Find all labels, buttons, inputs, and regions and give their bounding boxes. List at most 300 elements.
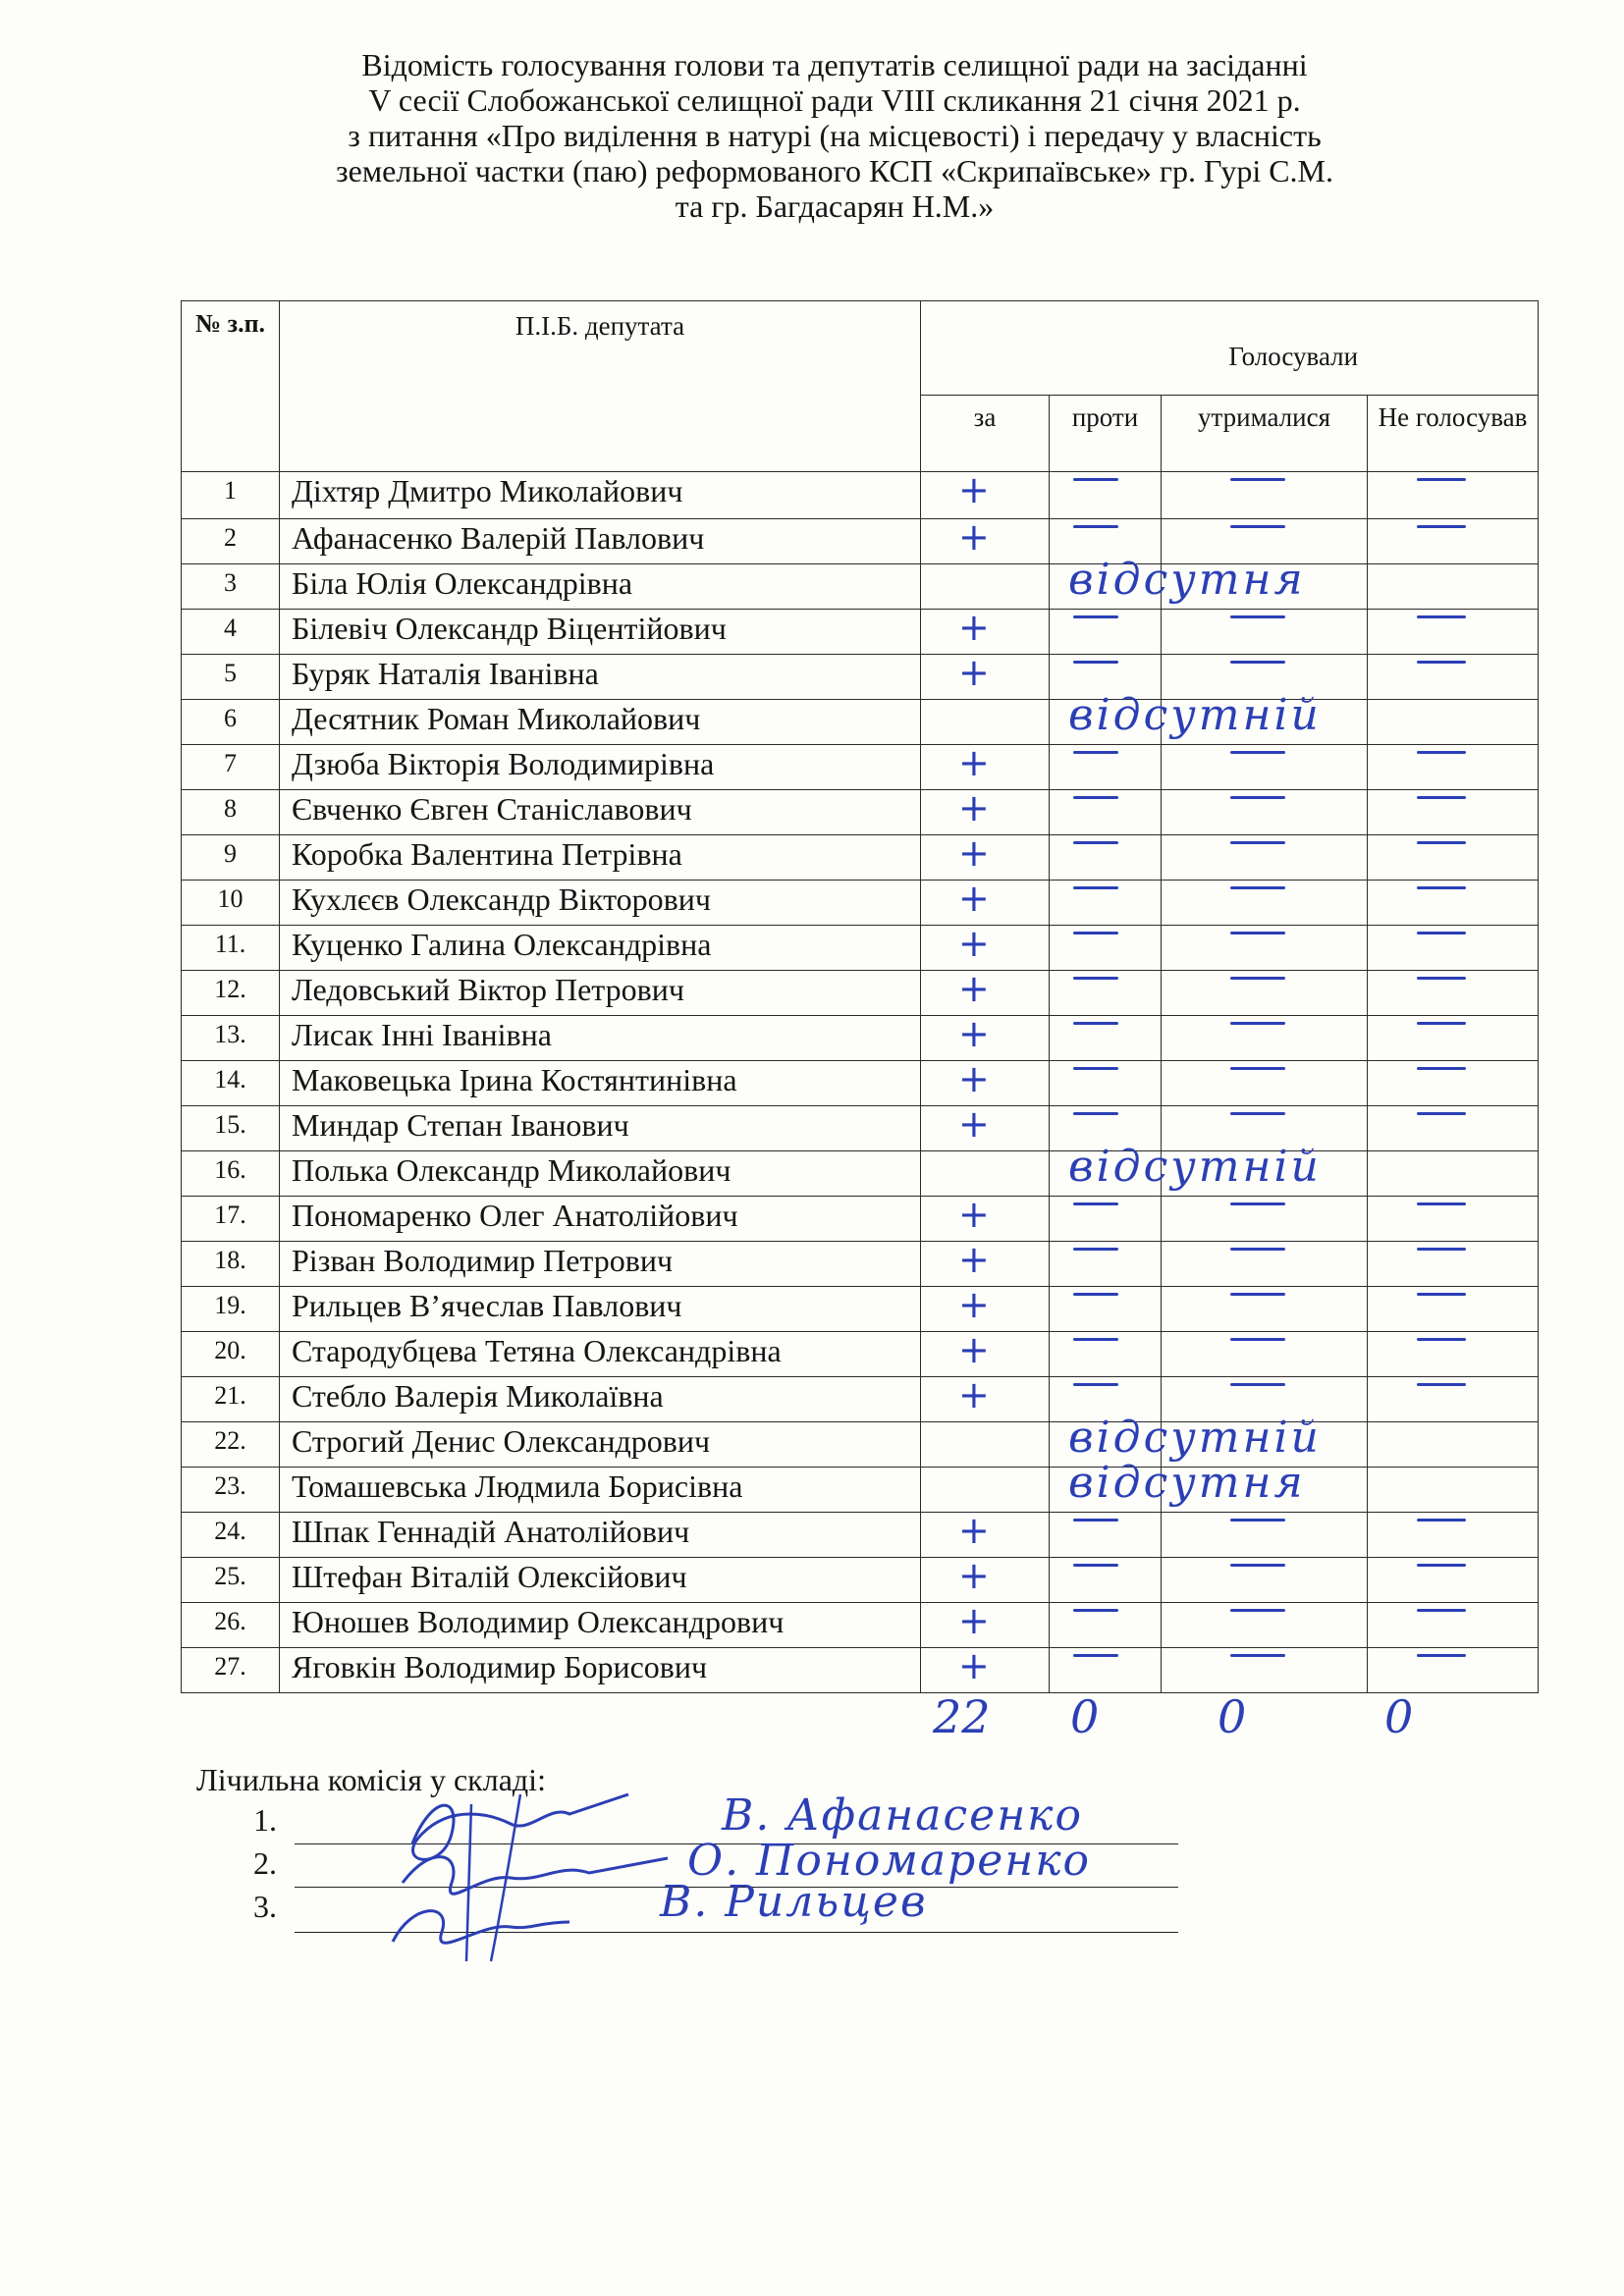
vote-abstained-cell: [1162, 1016, 1368, 1061]
header-against: проти: [1050, 396, 1162, 472]
commission-number-2: 2.: [253, 1845, 277, 1881]
row-number: 12.: [182, 971, 280, 1016]
vote-not-voted-cell: [1368, 610, 1539, 655]
vote-for-cell: [921, 1242, 1050, 1287]
commission-member-3: В. Рильцев: [660, 1877, 928, 1927]
vote-for-mark: +: [958, 1196, 990, 1236]
header-voted: Голосували: [1050, 301, 1539, 396]
dash-mark: [1230, 1112, 1285, 1115]
title-line-5: та гр. Багдасарян Н.М.»: [675, 188, 995, 224]
vote-against-cell: [1050, 1197, 1162, 1242]
vote-not-voted-cell: [1368, 1197, 1539, 1242]
vote-for-mark: +: [958, 609, 990, 649]
vote-abstained-cell: [1162, 1287, 1368, 1332]
vote-for-cell: [921, 1061, 1050, 1106]
vote-against-cell: [1050, 835, 1162, 881]
dash-mark: [1073, 1248, 1118, 1251]
dash-mark: [1417, 751, 1466, 754]
vote-for-mark: +: [958, 789, 990, 829]
vote-for-cell: [921, 926, 1050, 971]
vote-against-cell: [1050, 1603, 1162, 1648]
table-row: [182, 881, 1539, 926]
commission-member-1: В. Афанасенко: [722, 1790, 1083, 1841]
vote-for-cell: [921, 1197, 1050, 1242]
dash-mark: [1073, 615, 1118, 618]
table-row: [182, 1287, 1539, 1332]
header-not-voted: Не голосував: [1368, 396, 1539, 472]
dash-mark: [1073, 1564, 1118, 1567]
dash-mark: [1230, 1248, 1285, 1251]
vote-against-cell: [1050, 700, 1162, 745]
vote-for-cell: [921, 555, 1306, 610]
vote-against-cell: [1050, 745, 1162, 790]
vote-abstained-cell: [1162, 1468, 1368, 1513]
dash-mark: [1230, 661, 1285, 664]
dash-mark: [1417, 525, 1466, 528]
deputy-name: Білевіч Олександр Віцентійович: [280, 610, 921, 655]
vote-against-cell: [1050, 1151, 1162, 1197]
table-row: [182, 1332, 1539, 1377]
vote-against-cell: [1050, 971, 1162, 1016]
absent-note: відсутня: [1068, 1458, 1306, 1508]
dash-mark: [1417, 661, 1466, 664]
row-number: 24.: [182, 1513, 280, 1558]
vote-not-voted-cell: [1368, 1377, 1539, 1422]
vote-not-voted-cell: [1368, 655, 1539, 700]
vote-for-cell: [921, 835, 1050, 881]
header-name: П.І.Б. депутата: [280, 301, 921, 472]
vote-abstained-cell: [1162, 926, 1368, 971]
deputy-name: Миндар Степан Іванович: [280, 1106, 921, 1151]
vote-not-voted-cell: [1368, 745, 1539, 790]
dash-mark: [1230, 1293, 1285, 1296]
vote-not-voted-cell: [1368, 564, 1539, 610]
signature-scribbles: [373, 1775, 707, 1971]
table-row: [182, 790, 1539, 835]
vote-for-mark: +: [958, 1512, 990, 1552]
vote-abstained-cell: [1162, 971, 1368, 1016]
vote-for-mark: +: [958, 1602, 990, 1642]
title-line-1: Відомість голосування голови та депутатів селищної ради на засіданні: [361, 47, 1308, 82]
deputy-name: Штефан Віталій Олексійович: [280, 1558, 921, 1603]
vote-against-cell: [1050, 790, 1162, 835]
row-number: 13.: [182, 1016, 280, 1061]
vote-for-mark: +: [958, 1105, 990, 1146]
row-number: 4: [182, 610, 280, 655]
row-number: 10: [182, 881, 280, 926]
vote-abstained-cell: [1162, 1242, 1368, 1287]
dash-mark: [1230, 1067, 1285, 1070]
row-number: 5: [182, 655, 280, 700]
dash-mark: [1073, 1338, 1118, 1341]
vote-not-voted-cell: [1368, 1648, 1539, 1693]
dash-mark: [1417, 977, 1466, 980]
vote-for-cell: [921, 1648, 1050, 1693]
vote-for-cell: [921, 1016, 1050, 1061]
dash-mark: [1073, 1383, 1118, 1386]
dash-mark: [1073, 1022, 1118, 1025]
vote-not-voted-cell: [1368, 1332, 1539, 1377]
deputy-name: Різван Володимир Петрович: [280, 1242, 921, 1287]
vote-not-voted-cell: [1368, 1151, 1539, 1197]
deputy-name: Діхтяр Дмитро Миколайович: [280, 472, 921, 519]
vote-for-cell: [921, 790, 1050, 835]
commission-label: Лічильна комісія у складі:: [196, 1762, 546, 1797]
deputy-name: Лисак Інні Іванівна: [280, 1016, 921, 1061]
vote-for-cell: [921, 1458, 1306, 1513]
vote-not-voted-cell: [1368, 1468, 1539, 1513]
table-row: [182, 1648, 1539, 1693]
vote-abstained-cell: [1162, 472, 1368, 519]
table-row: [182, 1422, 1539, 1468]
vote-not-voted-cell: [1368, 1106, 1539, 1151]
vote-for-cell: [921, 1332, 1050, 1377]
total-abstained: 0: [1218, 1690, 1247, 1743]
deputy-name: Пономаренко Олег Анатолійович: [280, 1197, 921, 1242]
dash-mark: [1230, 841, 1285, 844]
table-row: [182, 1016, 1539, 1061]
row-number: 27.: [182, 1648, 280, 1693]
vote-abstained-cell: [1162, 564, 1368, 610]
deputy-name: Маковецька Ірина Костянтинівна: [280, 1061, 921, 1106]
dash-mark: [1230, 932, 1285, 934]
absent-note: відсутній: [1068, 1413, 1322, 1463]
dash-mark: [1073, 796, 1118, 799]
dash-mark: [1073, 1202, 1118, 1205]
vote-for-mark: +: [958, 1376, 990, 1416]
vote-for-mark: +: [958, 1286, 990, 1326]
dash-mark: [1230, 1654, 1285, 1657]
dash-mark: [1417, 1338, 1466, 1341]
dash-mark: [1073, 977, 1118, 980]
row-number: 22.: [182, 1422, 280, 1468]
table-row: [182, 745, 1539, 790]
dash-mark: [1073, 751, 1118, 754]
vote-for-cell: [921, 1603, 1050, 1648]
commission-number-1: 1.: [253, 1802, 277, 1838]
title-line-2: V сесії Слобожанської селищної ради VIII скликання 21 січня 2021 р.: [368, 82, 1301, 118]
vote-for-mark: +: [958, 1331, 990, 1371]
vote-against-cell: [1050, 1016, 1162, 1061]
dash-mark: [1230, 525, 1285, 528]
table-row: [182, 1242, 1539, 1287]
table-row: [182, 472, 1539, 519]
dash-mark: [1073, 1067, 1118, 1070]
vote-against-cell: [1050, 881, 1162, 926]
vote-not-voted-cell: [1368, 1242, 1539, 1287]
dash-mark: [1073, 1654, 1118, 1657]
row-number: 14.: [182, 1061, 280, 1106]
row-number: 23.: [182, 1468, 280, 1513]
vote-against-cell: [1050, 1061, 1162, 1106]
dash-mark: [1417, 1112, 1466, 1115]
deputy-name: Ледовський Віктор Петрович: [280, 971, 921, 1016]
dash-mark: [1073, 886, 1118, 889]
table-row: [182, 1151, 1539, 1197]
deputy-name: Шпак Геннадій Анатолійович: [280, 1513, 921, 1558]
dash-mark: [1073, 1112, 1118, 1115]
vote-for-cell: [921, 655, 1050, 700]
dash-mark: [1230, 1519, 1285, 1522]
vote-abstained-cell: [1162, 1558, 1368, 1603]
deputy-name: Дзюба Вікторія Володимирівна: [280, 745, 921, 790]
vote-not-voted-cell: [1368, 1558, 1539, 1603]
vote-against-cell: [1050, 1287, 1162, 1332]
vote-abstained-cell: [1162, 1332, 1368, 1377]
vote-not-voted-cell: [1368, 700, 1539, 745]
vote-not-voted-cell: [1368, 971, 1539, 1016]
vote-for-mark: +: [958, 1557, 990, 1597]
deputy-name: Полька Олександр Миколайович: [280, 1151, 921, 1197]
vote-against-cell: [1050, 472, 1162, 519]
row-number: 26.: [182, 1603, 280, 1648]
dash-mark: [1417, 841, 1466, 844]
vote-for-cell: [921, 1142, 1322, 1197]
dash-mark: [1417, 1248, 1466, 1251]
vote-for-cell: [921, 1513, 1050, 1558]
vote-against-cell: [1050, 1648, 1162, 1693]
vote-for-mark: +: [958, 1060, 990, 1100]
row-number: 17.: [182, 1197, 280, 1242]
deputy-name: Біла Юлія Олександрівна: [280, 564, 921, 610]
vote-not-voted-cell: [1368, 926, 1539, 971]
table-row: [182, 700, 1539, 745]
row-number: 8: [182, 790, 280, 835]
header-for: за: [921, 396, 1050, 472]
vote-not-voted-cell: [1368, 1603, 1539, 1648]
dash-mark: [1073, 661, 1118, 664]
vote-abstained-cell: [1162, 790, 1368, 835]
dash-mark: [1417, 1519, 1466, 1522]
vote-for-mark: +: [958, 1241, 990, 1281]
deputy-name: Строгий Денис Олександрович: [280, 1422, 921, 1468]
table-row: [182, 926, 1539, 971]
vote-abstained-cell: [1162, 1513, 1368, 1558]
vote-not-voted-cell: [1368, 1422, 1539, 1468]
row-number: 19.: [182, 1287, 280, 1332]
vote-for-cell: [921, 519, 1050, 564]
absent-note: відсутній: [1068, 1142, 1322, 1192]
total-against: 0: [1070, 1690, 1100, 1743]
dash-mark: [1417, 1383, 1466, 1386]
vote-not-voted-cell: [1368, 519, 1539, 564]
vote-against-cell: [1050, 1558, 1162, 1603]
dash-mark: [1073, 932, 1118, 934]
table-row: [182, 564, 1539, 610]
vote-against-cell: [1050, 610, 1162, 655]
vote-for-mark: +: [958, 880, 990, 920]
vote-for-mark: +: [958, 518, 990, 559]
table-row: [182, 1377, 1539, 1422]
vote-for-mark: +: [958, 1015, 990, 1055]
vote-against-cell: [1050, 564, 1162, 610]
row-number: 25.: [182, 1558, 280, 1603]
dash-mark: [1230, 886, 1285, 889]
dash-mark: [1417, 886, 1466, 889]
header-spacer: [921, 301, 1050, 396]
header-abstained: утрималися: [1162, 396, 1368, 472]
dash-mark: [1230, 1383, 1285, 1386]
dash-mark: [1417, 1202, 1466, 1205]
header-number: № з.п.: [182, 301, 280, 472]
vote-for-mark: +: [958, 744, 990, 784]
table-row: [182, 519, 1539, 564]
vote-for-cell: [921, 1377, 1050, 1422]
voting-table: [181, 300, 1539, 1693]
vote-not-voted-cell: [1368, 1061, 1539, 1106]
vote-for-cell: [921, 690, 1322, 745]
vote-abstained-cell: [1162, 745, 1368, 790]
vote-abstained-cell: [1162, 1061, 1368, 1106]
vote-for-cell: [921, 610, 1050, 655]
vote-for-mark: +: [958, 471, 990, 511]
vote-abstained-cell: [1162, 835, 1368, 881]
deputy-name: Стародубцева Тетяна Олександрівна: [280, 1332, 921, 1377]
deputy-name: Коробка Валентина Петрівна: [280, 835, 921, 881]
dash-mark: [1230, 751, 1285, 754]
vote-for-mark: +: [958, 654, 990, 694]
dash-mark: [1417, 1654, 1466, 1657]
vote-abstained-cell: [1162, 1197, 1368, 1242]
vote-for-cell: [921, 1558, 1050, 1603]
vote-not-voted-cell: [1368, 881, 1539, 926]
vote-not-voted-cell: [1368, 790, 1539, 835]
table-row: [182, 610, 1539, 655]
dash-mark: [1230, 796, 1285, 799]
vote-against-cell: [1050, 926, 1162, 971]
row-number: 21.: [182, 1377, 280, 1422]
row-number: 7: [182, 745, 280, 790]
dash-mark: [1230, 1022, 1285, 1025]
vote-not-voted-cell: [1368, 472, 1539, 519]
dash-mark: [1417, 1067, 1466, 1070]
deputy-name: Куценко Галина Олександрівна: [280, 926, 921, 971]
dash-mark: [1230, 1338, 1285, 1341]
deputy-name: Афанасенко Валерій Павлович: [280, 519, 921, 564]
vote-for-cell: [921, 1287, 1050, 1332]
row-number: 9: [182, 835, 280, 881]
deputy-name: Стебло Валерія Миколаївна: [280, 1377, 921, 1422]
row-number: 1: [182, 472, 280, 519]
total-for: 22: [933, 1690, 991, 1743]
row-number: 11.: [182, 926, 280, 971]
vote-for-cell: [921, 745, 1050, 790]
vote-for-mark: +: [958, 1647, 990, 1687]
title-line-3: з питання «Про виділення в натурі (на місцевості) і передачу у власність: [348, 118, 1322, 153]
row-number: 20.: [182, 1332, 280, 1377]
row-number: 6: [182, 700, 280, 745]
commission-member-2: О. Пономаренко: [687, 1836, 1092, 1886]
dash-mark: [1073, 525, 1118, 528]
dash-mark: [1417, 1293, 1466, 1296]
vote-abstained-cell: [1162, 700, 1368, 745]
dash-mark: [1417, 1564, 1466, 1567]
vote-not-voted-cell: [1368, 1513, 1539, 1558]
absent-note: відсутня: [1068, 555, 1306, 605]
dash-mark: [1230, 1564, 1285, 1567]
table-row: [182, 1197, 1539, 1242]
title-line-4: земельної частки (паю) реформованого КСП «Скрипаївське» гр. Гурі С.М.: [335, 153, 1333, 188]
table-row: [182, 1513, 1539, 1558]
vote-for-mark: +: [958, 925, 990, 965]
row-number: 18.: [182, 1242, 280, 1287]
vote-abstained-cell: [1162, 610, 1368, 655]
vote-abstained-cell: [1162, 1151, 1368, 1197]
vote-not-voted-cell: [1368, 1016, 1539, 1061]
vote-for-cell: [921, 971, 1050, 1016]
table-row: [182, 1106, 1539, 1151]
dash-mark: [1230, 478, 1285, 481]
vote-against-cell: [1050, 1468, 1162, 1513]
total-not-voted: 0: [1384, 1690, 1414, 1743]
table-row: [182, 1061, 1539, 1106]
dash-mark: [1073, 1519, 1118, 1522]
deputy-name: Євченко Євген Станіславович: [280, 790, 921, 835]
absent-note: відсутній: [1068, 690, 1322, 740]
dash-mark: [1073, 1609, 1118, 1612]
vote-not-voted-cell: [1368, 835, 1539, 881]
vote-against-cell: [1050, 1332, 1162, 1377]
vote-for-cell: [921, 472, 1050, 519]
deputy-name: Рильцев В’ячеслав Павлович: [280, 1287, 921, 1332]
dash-mark: [1417, 796, 1466, 799]
dash-mark: [1073, 1293, 1118, 1296]
row-number: 3: [182, 564, 280, 610]
dash-mark: [1417, 1609, 1466, 1612]
dash-mark: [1417, 615, 1466, 618]
dash-mark: [1417, 478, 1466, 481]
vote-against-cell: [1050, 1242, 1162, 1287]
dash-mark: [1230, 977, 1285, 980]
table-row: [182, 1558, 1539, 1603]
deputy-name: Яговкін Володимир Борисович: [280, 1648, 921, 1693]
deputy-name: Десятник Роман Миколайович: [280, 700, 921, 745]
dash-mark: [1417, 1022, 1466, 1025]
dash-mark: [1230, 1609, 1285, 1612]
vote-for-mark: +: [958, 834, 990, 875]
vote-abstained-cell: [1162, 1603, 1368, 1648]
commission-number-3: 3.: [253, 1889, 277, 1924]
document-title: [177, 47, 1492, 224]
deputy-name: Юношев Володимир Олександрович: [280, 1603, 921, 1648]
table-header-row: [182, 301, 1539, 396]
vote-for-cell: [921, 1106, 1050, 1151]
dash-mark: [1073, 478, 1118, 481]
deputy-name: Томашевська Людмила Борисівна: [280, 1468, 921, 1513]
deputy-name: Буряк Наталія Іванівна: [280, 655, 921, 700]
table-row: [182, 655, 1539, 700]
deputy-name: Кухлєєв Олександр Вікторович: [280, 881, 921, 926]
dash-mark: [1230, 615, 1285, 618]
table-row: [182, 971, 1539, 1016]
vote-for-cell: [921, 881, 1050, 926]
vote-not-voted-cell: [1368, 1287, 1539, 1332]
vote-abstained-cell: [1162, 881, 1368, 926]
dash-mark: [1073, 841, 1118, 844]
vote-against-cell: [1050, 1513, 1162, 1558]
dash-mark: [1230, 1202, 1285, 1205]
row-number: 15.: [182, 1106, 280, 1151]
row-number: 16.: [182, 1151, 280, 1197]
table-row: [182, 835, 1539, 881]
vote-abstained-cell: [1162, 1648, 1368, 1693]
table-row: [182, 1468, 1539, 1513]
table-row: [182, 1603, 1539, 1648]
vote-for-cell: [921, 1413, 1322, 1468]
dash-mark: [1417, 932, 1466, 934]
vote-for-mark: +: [958, 970, 990, 1010]
row-number: 2: [182, 519, 280, 564]
